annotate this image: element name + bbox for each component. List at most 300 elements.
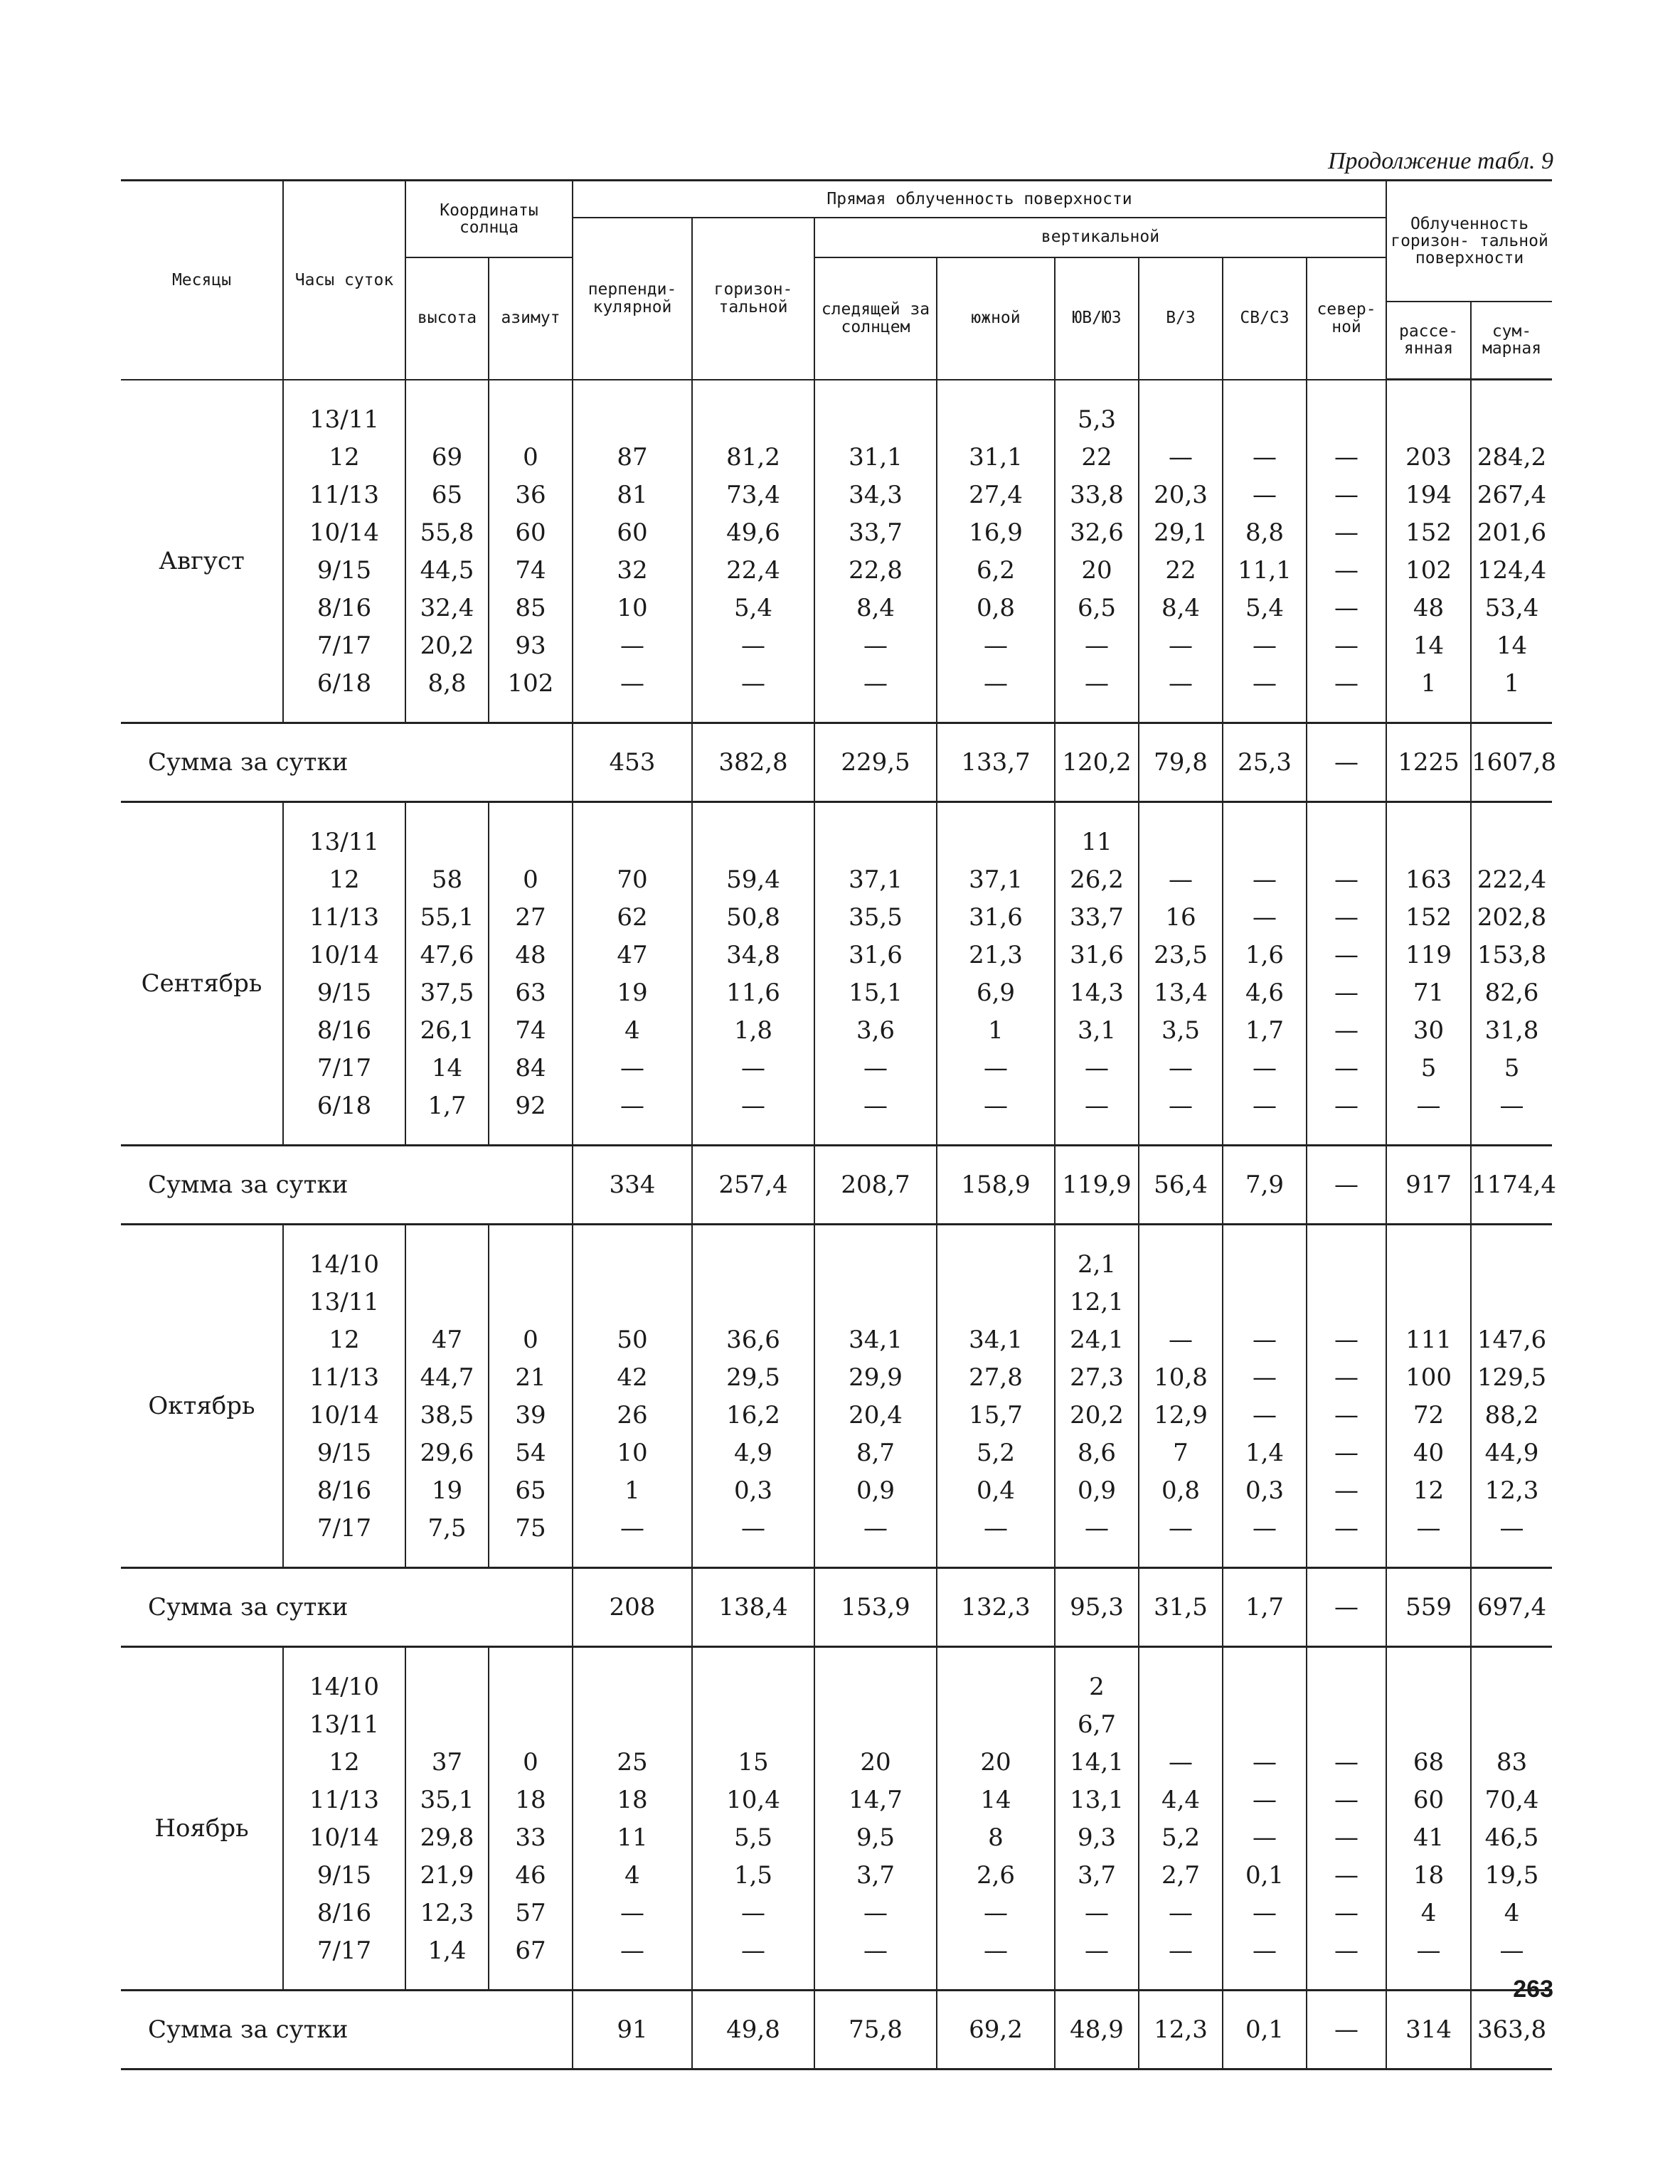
- cell-south: 6,9: [937, 974, 1055, 1011]
- cell-north: —: [1307, 1818, 1386, 1856]
- cell-hour: 11/13: [283, 898, 405, 936]
- cell-se-sw: —: [1055, 1894, 1139, 1932]
- month-name: Август: [121, 400, 283, 723]
- cell-hour: 13/11: [283, 400, 405, 438]
- cell-height: 26,1: [405, 1011, 489, 1049]
- cell-south: [937, 1283, 1055, 1321]
- cell-hour: 12: [283, 861, 405, 898]
- cell-diffuse: 71: [1386, 974, 1471, 1011]
- header-north: север- ной: [1307, 257, 1386, 380]
- cell-height: 47,6: [405, 936, 489, 974]
- cell-perpendicular: —: [573, 1049, 692, 1087]
- spacer-cell: [283, 1547, 405, 1568]
- cell-ne-nw: —: [1223, 898, 1307, 936]
- header-horizontal-irradiance: Облученность горизон- тальной поверхности: [1386, 181, 1552, 302]
- cell-se-sw: 20,2: [1055, 1396, 1139, 1434]
- cell-hour: 13/11: [283, 1283, 405, 1321]
- cell-horizontal: [692, 1283, 814, 1321]
- cell-perpendicular: [573, 1283, 692, 1321]
- cell-horizontal: [692, 1668, 814, 1705]
- spacer-cell: [692, 1547, 814, 1568]
- cell-perpendicular: 42: [573, 1358, 692, 1396]
- cell-ne-nw: —: [1223, 1321, 1307, 1358]
- cell-e-w: —: [1139, 664, 1223, 702]
- cell-azimuth: 0: [489, 1743, 573, 1781]
- spacer-cell: [283, 1969, 405, 1991]
- cell-height: 1,7: [405, 1087, 489, 1124]
- cell-ne-nw: 11,1: [1223, 551, 1307, 589]
- spacer-row: [121, 1969, 1552, 1991]
- cell-se-sw: 6,7: [1055, 1705, 1139, 1743]
- cell-ne-nw: 1,6: [1223, 936, 1307, 974]
- table-row: [121, 1668, 1552, 1705]
- cell-horizontal: 11,6: [692, 974, 814, 1011]
- cell-tracking: 29,9: [814, 1358, 937, 1396]
- cell-tracking: 35,5: [814, 898, 937, 936]
- cell-height: 38,5: [405, 1396, 489, 1434]
- cell-south: 37,1: [937, 861, 1055, 898]
- cell-height: 20,2: [405, 627, 489, 664]
- header-total: сум- марная: [1471, 302, 1552, 380]
- cell-horizontal: [692, 400, 814, 438]
- cell-height: 55,1: [405, 898, 489, 936]
- cell-diffuse: 152: [1386, 898, 1471, 936]
- cell-south: —: [937, 1049, 1055, 1087]
- cell-south: 5,2: [937, 1434, 1055, 1471]
- cell-ne-nw: 4,6: [1223, 974, 1307, 1011]
- cell-se-sw: 6,5: [1055, 589, 1139, 627]
- spacer-cell: [1386, 380, 1471, 401]
- sum-total: 363,8: [1471, 1991, 1552, 2070]
- spacer-cell: [1139, 1124, 1223, 1146]
- cell-tracking: 34,1: [814, 1321, 937, 1358]
- cell-total: 201,6: [1471, 513, 1552, 551]
- cell-south: —: [937, 1087, 1055, 1124]
- cell-horizontal: [692, 1705, 814, 1743]
- cell-total: [1471, 1705, 1552, 1743]
- cell-horizontal: 73,4: [692, 476, 814, 513]
- cell-ne-nw: [1223, 823, 1307, 861]
- cell-south: 16,9: [937, 513, 1055, 551]
- cell-total: 284,2: [1471, 438, 1552, 476]
- cell-diffuse: [1386, 1705, 1471, 1743]
- cell-height: 7,5: [405, 1509, 489, 1547]
- spacer-cell: [405, 1225, 489, 1246]
- cell-se-sw: 2: [1055, 1668, 1139, 1705]
- table-row: [121, 1781, 1552, 1818]
- header-azimuth: азимут: [489, 257, 573, 380]
- cell-south: 27,8: [937, 1358, 1055, 1396]
- cell-perpendicular: 50: [573, 1321, 692, 1358]
- cell-e-w: 29,1: [1139, 513, 1223, 551]
- cell-tracking: 31,1: [814, 438, 937, 476]
- sum-south: 133,7: [937, 723, 1055, 802]
- spacer-cell: [814, 380, 937, 401]
- cell-south: 0,8: [937, 589, 1055, 627]
- cell-azimuth: 39: [489, 1396, 573, 1434]
- cell-hour: 9/15: [283, 1434, 405, 1471]
- spacer-cell: [1055, 1124, 1139, 1146]
- cell-e-w: 5,2: [1139, 1818, 1223, 1856]
- cell-hour: 11/13: [283, 1781, 405, 1818]
- cell-height: 69: [405, 438, 489, 476]
- spacer-cell: [1223, 802, 1307, 824]
- spacer-cell: [1055, 380, 1139, 401]
- cell-se-sw: 26,2: [1055, 861, 1139, 898]
- cell-se-sw: 12,1: [1055, 1283, 1139, 1321]
- spacer-cell: [405, 1124, 489, 1146]
- cell-height: [405, 1283, 489, 1321]
- table-row: [121, 1705, 1552, 1743]
- cell-north: —: [1307, 1321, 1386, 1358]
- cell-ne-nw: —: [1223, 1894, 1307, 1932]
- spacer-cell: [937, 1547, 1055, 1568]
- spacer-cell: [1471, 1547, 1552, 1568]
- cell-perpendicular: —: [573, 1894, 692, 1932]
- sum-tracking: 153,9: [814, 1568, 937, 1647]
- spacer-row: [121, 1547, 1552, 1568]
- cell-total: 222,4: [1471, 861, 1552, 898]
- cell-height: 12,3: [405, 1894, 489, 1932]
- cell-south: —: [937, 627, 1055, 664]
- cell-total: —: [1471, 1509, 1552, 1547]
- cell-north: —: [1307, 1358, 1386, 1396]
- sum-ne-nw: 1,7: [1223, 1568, 1307, 1647]
- spacer-cell: [573, 1969, 692, 1991]
- cell-se-sw: 14,1: [1055, 1743, 1139, 1781]
- cell-perpendicular: 19: [573, 974, 692, 1011]
- spacer-row: [121, 1124, 1552, 1146]
- cell-azimuth: 36: [489, 476, 573, 513]
- cell-ne-nw: —: [1223, 1087, 1307, 1124]
- spacer-cell: [405, 702, 489, 723]
- spacer-row: [121, 380, 1552, 401]
- cell-se-sw: 33,8: [1055, 476, 1139, 513]
- cell-total: 153,8: [1471, 936, 1552, 974]
- spacer-cell: [1055, 1225, 1139, 1246]
- cell-diffuse: [1386, 1668, 1471, 1705]
- cell-tracking: 34,3: [814, 476, 937, 513]
- daily-sum-label: Сумма за сутки: [121, 1146, 573, 1225]
- cell-se-sw: 22: [1055, 438, 1139, 476]
- sum-horizontal: 49,8: [692, 1991, 814, 2070]
- cell-diffuse: 194: [1386, 476, 1471, 513]
- table-row: [121, 664, 1552, 702]
- cell-tracking: 33,7: [814, 513, 937, 551]
- table-row: [121, 513, 1552, 551]
- cell-hour: 14/10: [283, 1245, 405, 1283]
- cell-north: [1307, 1668, 1386, 1705]
- header-se-sw: ЮВ/ЮЗ: [1055, 257, 1139, 380]
- cell-diffuse: 12: [1386, 1471, 1471, 1509]
- daily-sum-label: Сумма за сутки: [121, 723, 573, 802]
- spacer-cell: [692, 702, 814, 723]
- cell-hour: 9/15: [283, 551, 405, 589]
- cell-total: [1471, 1245, 1552, 1283]
- spacer-cell: [405, 380, 489, 401]
- cell-hour: 12: [283, 1743, 405, 1781]
- cell-perpendicular: 25: [573, 1743, 692, 1781]
- sum-e-w: 12,3: [1139, 1991, 1223, 2070]
- cell-height: 58: [405, 861, 489, 898]
- cell-e-w: —: [1139, 1894, 1223, 1932]
- cell-tracking: 9,5: [814, 1818, 937, 1856]
- cell-total: 46,5: [1471, 1818, 1552, 1856]
- cell-tracking: —: [814, 1087, 937, 1124]
- sum-north: —: [1307, 1146, 1386, 1225]
- cell-north: —: [1307, 476, 1386, 513]
- cell-ne-nw: —: [1223, 1509, 1307, 1547]
- spacer-cell: [1139, 802, 1223, 824]
- cell-north: —: [1307, 1011, 1386, 1049]
- cell-north: —: [1307, 551, 1386, 589]
- cell-se-sw: 3,1: [1055, 1011, 1139, 1049]
- cell-ne-nw: —: [1223, 1781, 1307, 1818]
- header-hours: Часы суток: [283, 181, 405, 380]
- cell-tracking: —: [814, 1932, 937, 1969]
- cell-diffuse: [1386, 400, 1471, 438]
- header-month: Месяцы: [121, 181, 283, 380]
- cell-diffuse: 5: [1386, 1049, 1471, 1087]
- cell-azimuth: 0: [489, 438, 573, 476]
- cell-azimuth: 48: [489, 936, 573, 974]
- cell-diffuse: 68: [1386, 1743, 1471, 1781]
- spacer-cell: [489, 1647, 573, 1668]
- spacer-cell: [489, 1969, 573, 1991]
- daily-sum-label: Сумма за сутки: [121, 1568, 573, 1647]
- cell-total: 124,4: [1471, 551, 1552, 589]
- cell-perpendicular: 87: [573, 438, 692, 476]
- sum-ne-nw: 0,1: [1223, 1991, 1307, 2070]
- table-row: [121, 476, 1552, 513]
- cell-perpendicular: 11: [573, 1818, 692, 1856]
- cell-diffuse: [1386, 1245, 1471, 1283]
- cell-se-sw: —: [1055, 664, 1139, 702]
- spacer-cell: [489, 702, 573, 723]
- table-row: [121, 1283, 1552, 1321]
- sum-se-sw: 120,2: [1055, 723, 1139, 802]
- cell-total: [1471, 823, 1552, 861]
- cell-height: 29,8: [405, 1818, 489, 1856]
- cell-ne-nw: —: [1223, 1049, 1307, 1087]
- cell-se-sw: 13,1: [1055, 1781, 1139, 1818]
- cell-diffuse: 40: [1386, 1434, 1471, 1471]
- cell-ne-nw: —: [1223, 1818, 1307, 1856]
- spacer-cell: [937, 1969, 1055, 1991]
- table-caption: Продолжение табл. 9: [1327, 148, 1553, 174]
- cell-height: 37,5: [405, 974, 489, 1011]
- cell-ne-nw: [1223, 1668, 1307, 1705]
- spacer-cell: [489, 1547, 573, 1568]
- spacer-cell: [573, 802, 692, 824]
- cell-hour: 7/17: [283, 627, 405, 664]
- cell-tracking: [814, 400, 937, 438]
- cell-e-w: 20,3: [1139, 476, 1223, 513]
- cell-hour: 10/14: [283, 1396, 405, 1434]
- cell-e-w: 8,4: [1139, 589, 1223, 627]
- page-number: 263: [1513, 1976, 1553, 2003]
- spacer-cell: [573, 1124, 692, 1146]
- spacer-cell: [814, 1969, 937, 1991]
- sum-diffuse: 917: [1386, 1146, 1471, 1225]
- cell-south: [937, 823, 1055, 861]
- spacer-cell: [692, 1225, 814, 1246]
- cell-north: —: [1307, 936, 1386, 974]
- cell-azimuth: 84: [489, 1049, 573, 1087]
- spacer-cell: [1386, 1547, 1471, 1568]
- cell-total: 14: [1471, 627, 1552, 664]
- spacer-cell: [692, 1647, 814, 1668]
- cell-tracking: —: [814, 627, 937, 664]
- spacer-cell: [1471, 1225, 1552, 1246]
- cell-tracking: —: [814, 664, 937, 702]
- cell-hour: 11/13: [283, 1358, 405, 1396]
- table-row: [121, 1894, 1552, 1932]
- cell-horizontal: [692, 1245, 814, 1283]
- cell-ne-nw: —: [1223, 476, 1307, 513]
- cell-horizontal: 50,8: [692, 898, 814, 936]
- table-row: [121, 400, 1552, 438]
- cell-ne-nw: 0,1: [1223, 1856, 1307, 1894]
- cell-azimuth: 0: [489, 1321, 573, 1358]
- spacer-cell: [489, 1225, 573, 1246]
- cell-horizontal: 81,2: [692, 438, 814, 476]
- cell-e-w: [1139, 1245, 1223, 1283]
- cell-ne-nw: —: [1223, 664, 1307, 702]
- cell-azimuth: 18: [489, 1781, 573, 1818]
- cell-height: 44,7: [405, 1358, 489, 1396]
- sum-diffuse: 1225: [1386, 723, 1471, 802]
- cell-south: 31,1: [937, 438, 1055, 476]
- cell-south: 15,7: [937, 1396, 1055, 1434]
- cell-diffuse: 152: [1386, 513, 1471, 551]
- spacer-cell: [1223, 1969, 1307, 1991]
- cell-diffuse: [1386, 823, 1471, 861]
- header-horizontal: горизон- тальной: [692, 218, 814, 380]
- table-header: [121, 181, 1552, 380]
- cell-e-w: [1139, 1283, 1223, 1321]
- spacer-cell: [573, 702, 692, 723]
- cell-hour: 13/11: [283, 823, 405, 861]
- cell-height: 37: [405, 1743, 489, 1781]
- cell-diffuse: 119: [1386, 936, 1471, 974]
- cell-horizontal: 5,5: [692, 1818, 814, 1856]
- cell-perpendicular: [573, 1705, 692, 1743]
- sum-e-w: 31,5: [1139, 1568, 1223, 1647]
- cell-azimuth: [489, 1283, 573, 1321]
- spacer-cell: [814, 1124, 937, 1146]
- spacer-cell: [283, 702, 405, 723]
- cell-south: 14: [937, 1781, 1055, 1818]
- table-row: [121, 1396, 1552, 1434]
- spacer-cell: [1055, 1969, 1139, 1991]
- cell-south: [937, 1705, 1055, 1743]
- cell-height: 29,6: [405, 1434, 489, 1471]
- cell-azimuth: [489, 823, 573, 861]
- header-tracking: следящей за солнцем: [814, 257, 937, 380]
- spacer-cell: [1386, 702, 1471, 723]
- sum-horizontal: 382,8: [692, 723, 814, 802]
- sum-e-w: 79,8: [1139, 723, 1223, 802]
- cell-horizontal: 49,6: [692, 513, 814, 551]
- cell-azimuth: 75: [489, 1509, 573, 1547]
- cell-total: —: [1471, 1932, 1552, 1969]
- spacer-row: [121, 1225, 1552, 1246]
- cell-south: [937, 400, 1055, 438]
- cell-horizontal: —: [692, 1932, 814, 1969]
- cell-total: 83: [1471, 1743, 1552, 1781]
- table-row: [121, 898, 1552, 936]
- cell-height: 55,8: [405, 513, 489, 551]
- spacer-cell: [1223, 702, 1307, 723]
- spacer-cell: [1055, 802, 1139, 824]
- cell-azimuth: 67: [489, 1932, 573, 1969]
- cell-north: —: [1307, 589, 1386, 627]
- cell-horizontal: 15: [692, 1743, 814, 1781]
- table-row: [121, 1818, 1552, 1856]
- header-direct-irradiance: Прямая облученность поверхности: [573, 181, 1386, 218]
- spacer-cell: [1055, 702, 1139, 723]
- cell-perpendicular: —: [573, 664, 692, 702]
- cell-horizontal: —: [692, 1049, 814, 1087]
- cell-azimuth: 46: [489, 1856, 573, 1894]
- cell-ne-nw: 1,7: [1223, 1011, 1307, 1049]
- cell-perpendicular: 1: [573, 1471, 692, 1509]
- table-row: [121, 1245, 1552, 1283]
- spacer-cell: [1386, 1225, 1471, 1246]
- cell-height: [405, 1705, 489, 1743]
- cell-perpendicular: 10: [573, 1434, 692, 1471]
- header-e-w: В/З: [1139, 257, 1223, 380]
- cell-se-sw: 31,6: [1055, 936, 1139, 974]
- cell-hour: 10/14: [283, 1818, 405, 1856]
- cell-south: 1: [937, 1011, 1055, 1049]
- spacer-cell: [1223, 1547, 1307, 1568]
- cell-hour: 10/14: [283, 513, 405, 551]
- cell-north: —: [1307, 1471, 1386, 1509]
- cell-azimuth: 102: [489, 664, 573, 702]
- spacer-cell: [1307, 802, 1386, 824]
- cell-tracking: 14,7: [814, 1781, 937, 1818]
- cell-perpendicular: 62: [573, 898, 692, 936]
- spacer-cell: [814, 702, 937, 723]
- sum-perpendicular: 208: [573, 1568, 692, 1647]
- cell-total: 202,8: [1471, 898, 1552, 936]
- sum-diffuse: 559: [1386, 1568, 1471, 1647]
- cell-perpendicular: 18: [573, 1781, 692, 1818]
- cell-south: 27,4: [937, 476, 1055, 513]
- cell-north: —: [1307, 861, 1386, 898]
- cell-north: —: [1307, 1509, 1386, 1547]
- spacer-cell: [937, 1647, 1055, 1668]
- cell-se-sw: 8,6: [1055, 1434, 1139, 1471]
- cell-perpendicular: —: [573, 1509, 692, 1547]
- cell-azimuth: [489, 1668, 573, 1705]
- cell-horizontal: [692, 823, 814, 861]
- cell-diffuse: 30: [1386, 1011, 1471, 1049]
- cell-north: —: [1307, 513, 1386, 551]
- cell-diffuse: 14: [1386, 627, 1471, 664]
- cell-north: —: [1307, 1856, 1386, 1894]
- spacer-cell: [1471, 802, 1552, 824]
- spacer-cell: [692, 1124, 814, 1146]
- cell-e-w: 23,5: [1139, 936, 1223, 974]
- spacer-cell: [1139, 1647, 1223, 1668]
- header-diffuse: рассе- янная: [1386, 302, 1471, 380]
- sum-perpendicular: 453: [573, 723, 692, 802]
- cell-height: 14: [405, 1049, 489, 1087]
- cell-north: —: [1307, 1781, 1386, 1818]
